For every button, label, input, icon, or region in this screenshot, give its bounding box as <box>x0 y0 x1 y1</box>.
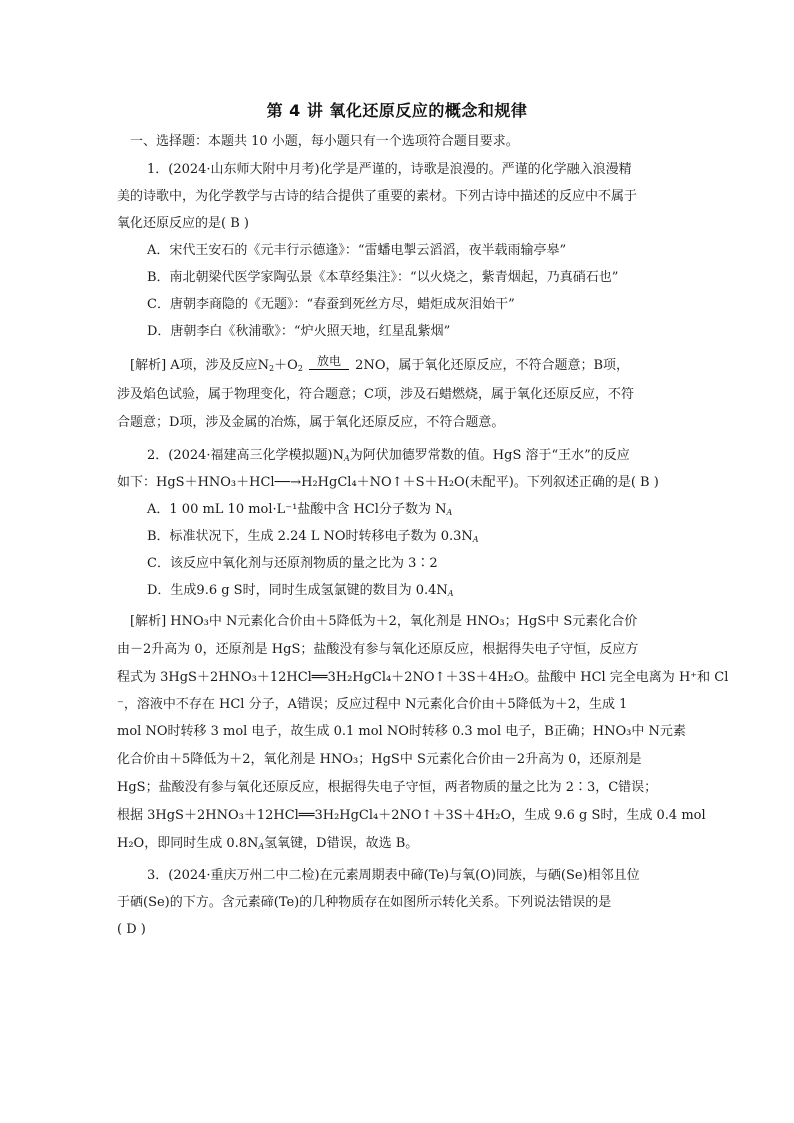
reaction-condition-arrow <box>309 354 349 370</box>
q2-option-b-text: B．标准状况下，生成 2.24 L NO时转移电子数为 0.3N <box>147 529 473 544</box>
subscript: 2 <box>269 364 275 373</box>
q1-stem-line3: 氧化还原反应的是( B ) <box>117 216 249 231</box>
q2-analysis-line5: mol NO时转移 3 mol 电子，故生成 0.1 mol NO时转移 0.3 mol 电子，B正确；HNO₃中 N元素 <box>117 724 686 739</box>
equals-bar <box>309 369 349 370</box>
q3-stem-line2: 于硒(Se)的下方。含元素碲(Te)的几种物质存在如图所示转化关系。下列说法错误的是 <box>117 895 612 910</box>
q2-option-b <box>147 527 709 547</box>
q2-analysis-line3: 程式为 3HgS＋2HNO₃＋12HCl══3H₂HgCl₄＋2NO↑＋3S＋4H₂O。盐酸中 HCl 完全电离为 H⁺和 Cl <box>117 670 729 685</box>
q2-stem-line1 <box>147 446 709 466</box>
q2-stem-text-b: 为阿伏加德罗常数的值。HgS 溶于“王水”的反应 <box>349 448 630 463</box>
q1-analysis-line1 <box>130 356 692 376</box>
q2-analysis-line9 <box>117 834 679 854</box>
subscript: A <box>344 454 350 463</box>
section-heading: 一、选择题：本题共 10 小题，每小题只有一个选项符合题目要求。 <box>130 134 519 149</box>
page-title: 第 4 讲 氧化还原反应的概念和规律 <box>266 101 528 120</box>
q2-analysis-line2: 由－2升高为 0，还原剂是 HgS；盐酸没有参与氧化还原反应，根据得失电子守恒，反应方 <box>117 642 639 657</box>
q3-stem-line3: ( D ) <box>117 922 146 937</box>
q3-stem-line1: 3．(2024·重庆万州二中二检)在元素周期表中碲(Te)与氧(O)同族，与硒(Se)相邻且位 <box>147 868 640 883</box>
subscript: A <box>472 535 479 544</box>
q1-analysis-line3: 合题意；D项，涉及金属的冶炼，属于氧化还原反应，不符合题意。 <box>117 415 505 430</box>
reaction-condition-label: 放电 <box>317 354 342 368</box>
q1-stem-line1: 1．(2024·山东师大附中月考)化学是严谨的，诗歌是浪漫的。严谨的化学融入浪漫精 <box>147 162 632 177</box>
q2-stem-text-a: 2．(2024·福建高三化学模拟题)N <box>147 448 345 463</box>
subscript: A <box>258 842 265 851</box>
q1-option-d: D．唐朝李白《秋浦歌》：“炉火照天地，红星乱紫烟” <box>147 324 451 339</box>
q2-analysis-text-a: H₂O，即同时生成 0.8N <box>117 836 259 851</box>
q2-stem-line2: 如下：HgS＋HNO₃＋HCl──→H₂HgCl₄＋NO↑＋S＋H₂O(未配平)。下列叙述正确的是( B ) <box>117 475 659 490</box>
q2-option-a <box>147 500 709 520</box>
q2-analysis-line4: ⁻，溶液中不存在 HCl 分子，A错误；反应过程中 N元素化合价由＋5降低为＋2，生成 1 <box>117 697 628 712</box>
q1-option-c: C．唐朝李商隐的《无题》：“春蚕到死丝方尽，蜡炬成灰泪始干” <box>147 297 515 312</box>
q1-analysis-text-c: 2NO，属于氧化还原反应，不符合题意；B项， <box>351 358 630 373</box>
subscript: A <box>446 508 453 517</box>
q1-analysis-text-a: [解析] A项，涉及反应N <box>130 358 270 373</box>
q2-option-a-text: A．1 00 mL 10 mol·L⁻¹盐酸中含 HCl分子数为 N <box>147 502 447 517</box>
q1-stem-line2: 美的诗歌中，为化学教学与古诗的结合提供了重要的素材。下列古诗中描述的反应中不属于 <box>117 189 638 204</box>
q2-analysis-line6: 化合价由＋5降低为＋2，氧化剂是 HNO₃；HgS中 S元素化合价由－2升高为 0，还原剂是 <box>117 752 642 767</box>
q1-option-a: A．宋代王安石的《元丰行示德逢》：“雷蟠电掣云滔滔，夜半载雨输亭皋” <box>147 243 567 258</box>
q2-analysis-line7: HgS；盐酸没有参与氧化还原反应，根据得失电子守恒，两者物质的量之比为 2∶3，C错误； <box>117 780 658 795</box>
q2-analysis-text-b: 氢氧键，D错误，故选 B。 <box>264 836 419 851</box>
q2-option-d <box>147 581 709 601</box>
q2-option-c: C．该反应中氧化剂与还原剂物质的量之比为 3∶2 <box>147 556 438 571</box>
q2-analysis-line8: 根据 3HgS＋2HNO₃＋12HCl══3H₂HgCl₄＋2NO↑＋3S＋4H₂O，生成 9.6 g S时，生成 0.4 mol <box>117 808 706 823</box>
q1-analysis-text-b: ＋O <box>274 358 298 373</box>
subscript: 2 <box>297 364 303 373</box>
subscript: A <box>447 589 454 598</box>
q2-option-d-text: D．生成9.6 g S时，同时生成氢氯键的数目为 0.4N <box>147 583 448 598</box>
q1-analysis-line2: 涉及焰色试验，属于物理变化，符合题意；C项，涉及石蜡燃烧，属于氧化还原反应，不符 <box>117 387 634 402</box>
q1-option-b: B．南北朝梁代医学家陶弘景《本草经集注》：“以火烧之，紫青烟起，乃真硝石也” <box>147 270 619 285</box>
q2-analysis-line1: [解析] HNO₃中 N元素化合价由＋5降低为＋2，氧化剂是 HNO₃；HgS中 S元素化合价 <box>130 614 638 629</box>
